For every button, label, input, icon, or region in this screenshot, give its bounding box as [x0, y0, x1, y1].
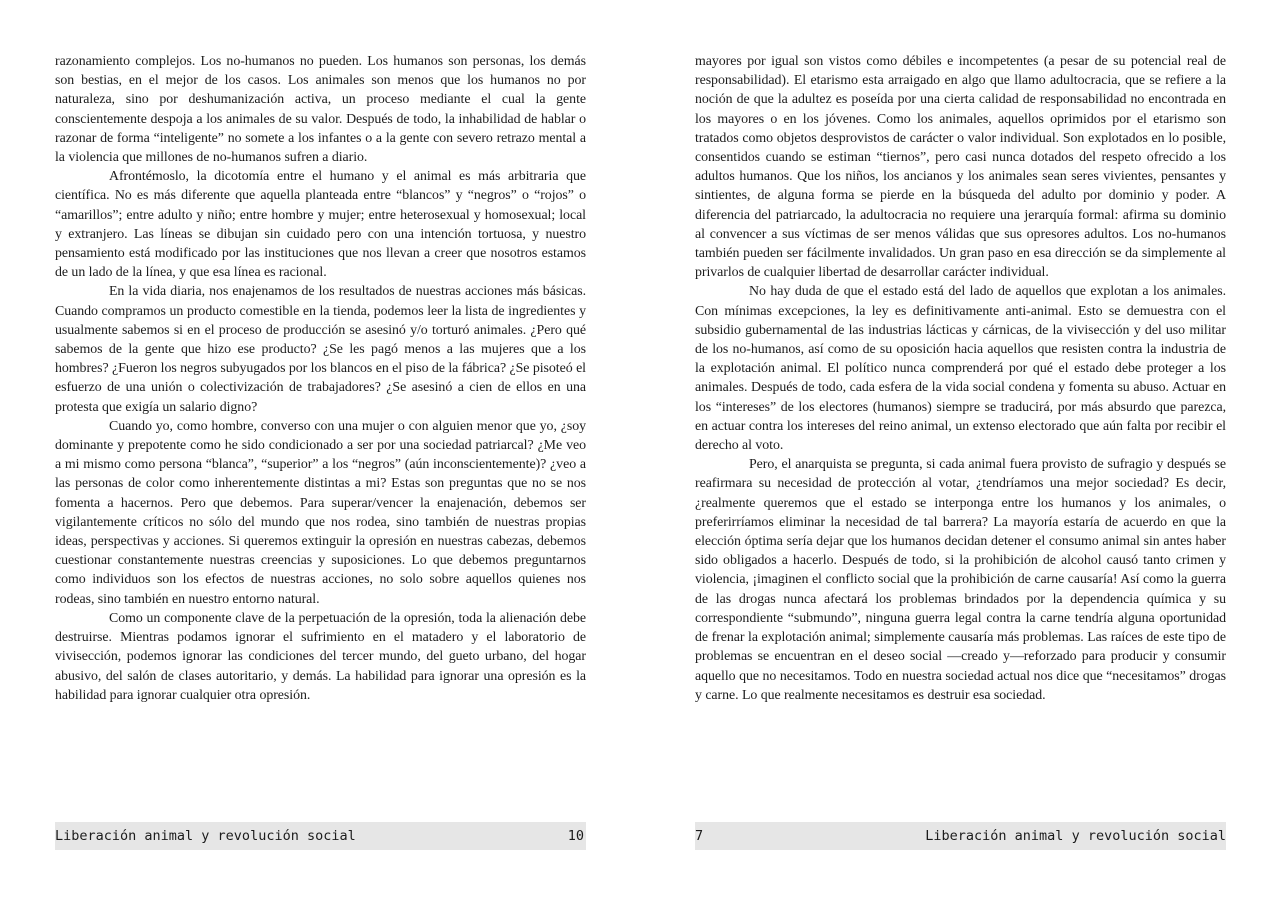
left-page-body — [55, 52, 586, 705]
paragraph: Pero, el anarquista se pregunta, si cada animal fuera provisto de sufragio y después se reafirmara su necesidad de protección al votar, ¿tendríamos una mejor sociedad? Es decir, ¿realmente queremos que el estado se interponga entre los humanos y los animales, o preferirríamos eliminar la necesidad de tal barrera? La mayoría estaría de acuerdo en que la elección óptima sería dejar que los humanos decidan detener el consumo animal sin antes haber sido obligados a hacerlo. Después de todo, si la prohibición de alcohol causó tanto crimen y violencia, ¡imaginen el conflicto social que la prohibición de carne causaría! Así como la guerra de las drogas nunca afectará los problemas brindados por la dependencia química y su correspondiente “submundo”, ninguna guerra legal contra la carne tendría alguna oportunidad de frenar la explotación animal; simplemente causaría más problemas. Las raíces de este tipo de problemas se encuentran en el deseo social —creado y—reforzado para producir y consumir aquello que no necesitamos. Todo en nuestra sociedad actual nos dice que “necesitamos” drogas y carne. Lo que realmente necesitamos es destruir esa sociedad. — [695, 457, 1226, 703]
right-page-body — [695, 52, 1226, 705]
page-number: 10 — [567, 828, 584, 844]
paragraph: razonamiento complejos. Los no-humanos no pueden. Los humanos son personas, los demás son bestias, en el mejor de los casos. Los animales son menos que los humanos no por naturaleza, sino por deshumanización activa, un proceso mediante el cual la gente conscientemente despoja a los animales de su valor. Después de todo, la inhabilidad de hablar o razonar de forma “inteligente” no somete a los infantes o a la gente con severo retrazo mental a la violencia que millones de no-humanos sufren a diario. — [55, 54, 586, 166]
paragraph: En la vida diaria, nos enajenamos de los resultados de nuestras acciones más básicas. Cuando compramos un producto comestible en la tienda, podemos leer la lista de ingredientes y usualmente sabemos si en el proceso de producción se asesinó y/o torturó animales. ¿Pero qué sabemos de la gente que hizo ese producto? ¿Se les pagó menos a las mujeres que a los hombres? ¿Fueron los negros subyugados por los blancos en el piso de la fábrica? ¿Se pisoteó el esfuerzo de una unión o colectivización de trabajadores? ¿Se asesinó a cien de ellos en una protesta que exigía un salario digno? — [55, 284, 586, 415]
footer-title: Liberación animal y revolución social — [925, 828, 1226, 844]
paragraph: Afrontémoslo, la dicotomía entre el humano y el animal es más arbitraria que científica. No es más diferente que aquella planteada entre “blancos” y “negros” o “rojos” o “amarillos”; entre adulto y niño; entre hombre y mujer; entre heterosexual y homosexual; local y extranjero. Las líneas se dibujan sin cuidado pero con una intención tortuosa, y nuestro pensamiento está modificado por las instituciones que nos llevan a creer que nosotros estamos de un lado de la línea, y que esa línea es racional. — [55, 169, 586, 281]
paragraph: No hay duda de que el estado está del lado de aquellos que explotan a los animales. Con mínimas excepciones, la ley es definitivamente anti-animal. Esto se demuestra con el subsidio gubernamental de las industrias lácticas y cárnicas, de la vivisección y del uso militar de los no-humanos, así como de su oposición hacia aquellos que resisten contra la industria de la explotación animal. El político nunca comprenderá por qué el estado debe proteger a los animales. Después de todo, cada esfera de la vida social condena y fomenta su abuso. Actuar en los “intereses” de los electores (humanos) siempre se traducirá, por más absurdo que parezca, en actuar contra los intereses del reino animal, un extenso electorado que aún falta por recibir el derecho al voto. — [695, 284, 1226, 454]
paragraph: Cuando yo, como hombre, converso con una mujer o con alguien menor que yo, ¿soy dominante y prepotente como he sido condicionado a ser por una sociedad patriarcal? ¿Me veo a mi mismo como persona “blanca”, “superior” a los “negros” (aún inconscientemente)? ¿veo a las personas de color como inherentemente distintas a mi? Estas son preguntas que no se nos fomenta a hacernos. Pero que debemos. Para superar/vencer la enajenación, debemos ser vigilantemente críticos no sólo del mundo que nos rodea, sino también de nuestras propias ideas, perspectivas y acciones. Si queremos extinguir la opresión en nuestras cabezas, debemos cuestionar constantemente nuestras creencias y suposiciones. Lo que debemos preguntarnos como individuos son los efectos de nuestras acciones, no solo sobre aquellos quienes nos rodeas, sino también en nuestro entorno natural. — [55, 418, 586, 607]
left-page-footer — [55, 822, 586, 850]
page-number: 7 — [695, 828, 704, 844]
footer-title: Liberación animal y revolución social — [55, 828, 356, 844]
paragraph: Como un componente clave de la perpetuación de la opresión, toda la alienación debe destruirse. Mientras podamos ignorar el sufrimiento en el matadero y el laboratorio de vivisección, podemos ignorar las condiciones del tercer mundo, del gueto urbano, del hogar abusivo, del salón de clases autoritario, y demás. La habilidad para ignorar una opresión es la habilidad para ignorar cualquier otra opresión. — [55, 610, 586, 703]
paragraph: mayores por igual son vistos como débiles e incompetentes (a pesar de su potencial real de responsabilidad). El etarismo esta arraigado en algo que llamo adultocracia, que se refiere a la noción de que la adultez es poseída por una cierta calidad de responsabilidad no encontrada en los mayores o en los jóvenes. Como los animales, aquellos oprimidos por el etarismo son tratados como objetos desprovistos de carácter o valor individual. Son explotados en lo posible, consentidos cuando se estiman “tiernos”, pero casi nunca dotados del respeto ofrecido a los adultos humanos. Que los niños, los ancianos y los animales sean seres vivientes, pensantes y sintientes, de alguna forma se pierde en la búsqueda del adulto por dominio y poder. A diferencia del patriarcado, la adultocracia no requiere una jerarquía formal: afirma su dominio al convencer a sus víctimas de ser menos válidas que sus opresores adultos. Los no-humanos también pueden ser fácilmente invalidados. Un gran paso en esa dirección se da simplemente al privarlos de cualquier libertad de desarrollar carácter individual. — [695, 54, 1226, 281]
right-page-footer — [695, 822, 1226, 850]
